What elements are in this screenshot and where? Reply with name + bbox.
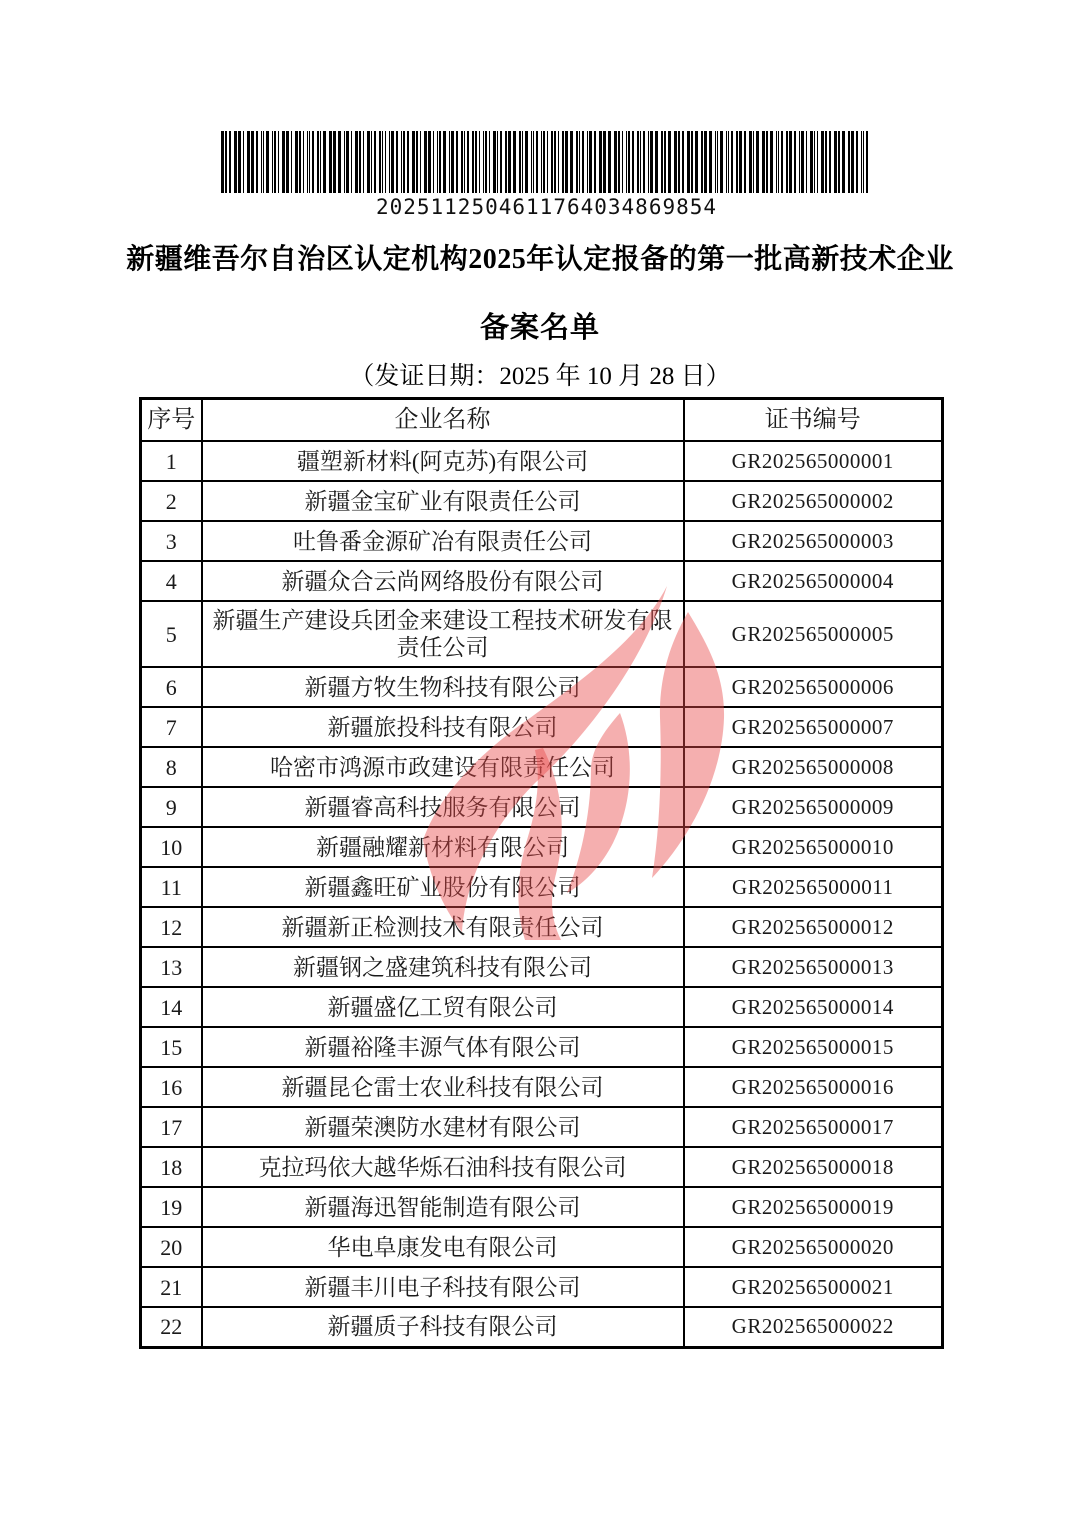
row-number: 8 xyxy=(141,747,202,787)
row-number: 22 xyxy=(141,1307,202,1347)
company-name: 新疆质子科技有限公司 xyxy=(202,1307,684,1347)
company-name: 新疆方牧生物科技有限公司 xyxy=(202,667,684,707)
table-row xyxy=(141,907,943,947)
table-row xyxy=(141,787,943,827)
table-row xyxy=(141,481,943,521)
row-number: 2 xyxy=(141,481,202,521)
company-name: 新疆鑫旺矿业股份有限公司 xyxy=(202,867,684,907)
row-number: 16 xyxy=(141,1067,202,1107)
certificate-number: GR202565000010 xyxy=(684,827,943,867)
header-company-name: 企业名称 xyxy=(202,399,684,442)
header-certificate-number: 证书编号 xyxy=(684,399,943,442)
row-number: 5 xyxy=(141,601,202,667)
company-name: 新疆裕隆丰源气体有限公司 xyxy=(202,1027,684,1067)
certificate-number: GR202565000002 xyxy=(684,481,943,521)
table-row xyxy=(141,667,943,707)
certificate-number: GR202565000015 xyxy=(684,1027,943,1067)
company-name: 克拉玛依大越华烁石油科技有限公司 xyxy=(202,1147,684,1187)
row-number: 11 xyxy=(141,867,202,907)
certificate-number: GR202565000017 xyxy=(684,1107,943,1147)
certificate-number: GR202565000011 xyxy=(684,867,943,907)
certificate-number: GR202565000016 xyxy=(684,1067,943,1107)
table-row xyxy=(141,521,943,561)
header-row-number: 序号 xyxy=(141,399,202,442)
row-number: 20 xyxy=(141,1227,202,1267)
row-number: 17 xyxy=(141,1107,202,1147)
certificate-number: GR202565000001 xyxy=(684,441,943,481)
certificate-number: GR202565000003 xyxy=(684,521,943,561)
row-number: 19 xyxy=(141,1187,202,1227)
certificate-number: GR202565000012 xyxy=(684,907,943,947)
company-name: 新疆生产建设兵团金来建设工程技术研发有限责任公司 xyxy=(202,601,684,667)
company-name: 吐鲁番金源矿冶有限责任公司 xyxy=(202,521,684,561)
row-number: 21 xyxy=(141,1267,202,1307)
table-row xyxy=(141,441,943,481)
table-row xyxy=(141,707,943,747)
row-number: 18 xyxy=(141,1147,202,1187)
company-name: 新疆旅投科技有限公司 xyxy=(202,707,684,747)
certificate-number: GR202565000004 xyxy=(684,561,943,601)
certificate-number: GR202565000007 xyxy=(684,707,943,747)
table-row xyxy=(141,601,943,667)
company-name: 新疆金宝矿业有限责任公司 xyxy=(202,481,684,521)
certificate-number: GR202565000006 xyxy=(684,667,943,707)
table-row xyxy=(141,827,943,867)
company-name: 疆塑新材料(阿克苏)有限公司 xyxy=(202,441,684,481)
table-row xyxy=(141,987,943,1027)
company-name: 新疆睿高科技服务有限公司 xyxy=(202,787,684,827)
certificate-number: GR202565000008 xyxy=(684,747,943,787)
company-name: 新疆盛亿工贸有限公司 xyxy=(202,987,684,1027)
table-row xyxy=(141,867,943,907)
row-number: 13 xyxy=(141,947,202,987)
row-number: 10 xyxy=(141,827,202,867)
barcode-block xyxy=(221,131,872,219)
table-row xyxy=(141,747,943,787)
company-table-body xyxy=(141,441,943,1347)
certificate-number: GR202565000005 xyxy=(684,601,943,667)
company-name: 哈密市鸿源市政建设有限责任公司 xyxy=(202,747,684,787)
row-number: 3 xyxy=(141,521,202,561)
row-number: 7 xyxy=(141,707,202,747)
company-name: 新疆融耀新材料有限公司 xyxy=(202,827,684,867)
company-name: 华电阜康发电有限公司 xyxy=(202,1227,684,1267)
certificate-number: GR202565000018 xyxy=(684,1147,943,1187)
table-header-row xyxy=(141,399,943,442)
issue-date-line: （发证日期：2025 年 10 月 28 日） xyxy=(349,363,731,390)
row-number: 6 xyxy=(141,667,202,707)
table-row xyxy=(141,947,943,987)
table-row xyxy=(141,1067,943,1107)
table-row xyxy=(141,561,943,601)
company-name: 新疆丰川电子科技有限公司 xyxy=(202,1267,684,1307)
table-row xyxy=(141,1147,943,1187)
row-number: 12 xyxy=(141,907,202,947)
row-number: 14 xyxy=(141,987,202,1027)
certificate-number: GR202565000014 xyxy=(684,987,943,1027)
document-title-line2: 备案名单 xyxy=(479,312,600,344)
row-number: 9 xyxy=(141,787,202,827)
company-name: 新疆钢之盛建筑科技有限公司 xyxy=(202,947,684,987)
certificate-number: GR202565000013 xyxy=(684,947,943,987)
certificate-number: GR202565000022 xyxy=(684,1307,943,1347)
company-name: 新疆海迅智能制造有限公司 xyxy=(202,1187,684,1227)
certificate-number: GR202565000021 xyxy=(684,1267,943,1307)
table-row xyxy=(141,1107,943,1147)
row-number: 1 xyxy=(141,441,202,481)
certificate-number: GR202565000019 xyxy=(684,1187,943,1227)
document-title-line1: 新疆维吾尔自治区认定机构2025年认定报备的第一批高新技术企业 xyxy=(126,244,954,275)
company-name: 新疆新正检测技术有限责任公司 xyxy=(202,907,684,947)
company-name: 新疆荣澳防水建材有限公司 xyxy=(202,1107,684,1147)
table-row xyxy=(141,1267,943,1307)
barcode-number: 2025112504611764034869854 xyxy=(375,195,718,219)
table-row xyxy=(141,1027,943,1067)
table-row xyxy=(141,1227,943,1267)
company-name: 新疆众合云尚网络股份有限公司 xyxy=(202,561,684,601)
table-row xyxy=(141,1187,943,1227)
barcode-icon xyxy=(221,131,872,193)
row-number: 4 xyxy=(141,561,202,601)
company-table xyxy=(139,397,944,1349)
row-number: 15 xyxy=(141,1027,202,1067)
table-row xyxy=(141,1307,943,1347)
company-name: 新疆昆仑雷士农业科技有限公司 xyxy=(202,1067,684,1107)
certificate-number: GR202565000020 xyxy=(684,1227,943,1267)
certificate-number: GR202565000009 xyxy=(684,787,943,827)
